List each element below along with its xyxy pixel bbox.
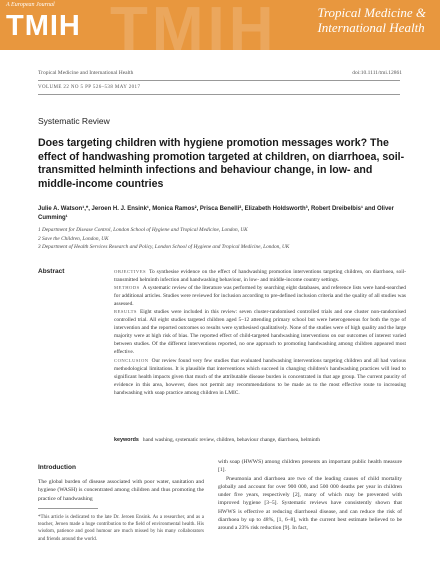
banner-tagline: A European Journal [6,2,55,8]
intro-right-column [218,458,402,533]
objectives-text: To synthesise evidence on the effect of handwashing promotion interventions targeting children, on diarrhoea, soil-transmitted helminth infection and handwashing behaviour, in low- and middle-income country settings. [114,269,406,284]
results-text: Eight studies were included in this review: seven cluster-randomised controlled trials and one cluster non-randomised controlled trial. All eight studies targeted children aged 5–12 attending primary school but were heterogeneous for both the type of intervention and the reported outcomes so results were synthesised qualitatively. None of the studies were of high quality and the large majority were at high risk of bias. The reported effect of child-targeted handwashing interventions on our outcomes of interest varied between studies. Of the different interventions reported, no one approach to promoting handwashing among children appeared most effective. [114,309,406,356]
journal-banner [0,0,440,50]
author-list: Julie A. Watson¹,*, Jeroen H. J. Ensink¹, Monica Ramos², Prisca Benelli², Elizabeth Holdsworth³, Robert Dreibelbis¹ and Oliver Cumming¹ [38,206,394,221]
abstract-heading: Abstract [38,268,65,275]
journal-logo: TMIH [6,10,81,42]
article-title: Does targeting children with hygiene promotion messages work? The effect of handwashing promotion targeted at children, on diarrhoea, soil-transmitted helminth infections and behaviour change, in low- and middle-income countries [38,137,405,190]
results-label: RESULTS [114,309,137,315]
intro-left-column: The global burden of disease associated with poor water, sanitation and hygiene (WASH) is concentrated among children and thus promoting the practice of handwashing [38,479,204,502]
abstract-methods [114,284,406,308]
footnote-divider [38,508,98,509]
dedication-footnote: *This article is dedicated to the late Dr. Jeroen Ensink. As a researcher, and as a teacher, Jeroen made a huge contribution to the field of environmental health. His wisdom, patience and good humour are much missed by his many collaborators and friends around the world. [38,515,204,542]
intro-paragraph-1: with soap (HWWS) among children presents an important public health measure [1]. [218,459,402,474]
conclusion-label: CONCLUSION [114,357,149,363]
abstract-conclusion [114,357,406,397]
running-journal-title: Tropical Medicine and International Health [38,70,134,76]
header-divider-2 [38,94,400,95]
affiliation-1: 1 Department for Disease Control, London School of Hygiene and Tropical Medicine, London, UK [38,227,248,233]
volume-info: VOLUME 22 NO 5 PP 526–538 MAY 2017 [38,85,141,90]
journal-name-line1: Tropical Medicine & [317,5,426,20]
intro-paragraph-2: Pneumonia and diarrhoea are two of the leading causes of child mortality globally and account for over 900 000, and 500 000 deaths per year in children under five years, respectively [2], many of which may be prevented with improved hygiene [3–5]. Systematic reviews have consistently shown that HWWS is effective at reducing diarrhoeal disease, and can reduce the risk of diarrhoea by up to 48%, [1, 6–8], with the current best estimate believed to be around a 23% risk reduction [9]. In fact, [218,475,402,532]
conclusion-text: Our review found very few studies that evaluated handwashing interventions targeting children and all had various methodological limitations. It is plausible that interventions which succeed in changing children's handwashing practices will lead to significant health impacts given that much of the attributable disease burden is concentrated in that age group. The current paucity of evidence in this area, however, does not permit any recommendations to be made as to the most effective route to increasing handwashing with soap practice among children in LMIC. [114,357,406,396]
keywords-text: hand washing, systematic review, children, behaviour change, diarrhoea, helminth [142,437,320,443]
banner-watermark: TMIH [110,0,278,50]
abstract-body [114,268,406,397]
header-divider [38,80,400,81]
journal-name-line2: International Health [317,20,425,35]
keywords [114,437,406,443]
introduction-heading: Introduction [38,464,76,471]
doi[interactable]: doi:10.1111/tmi.12861 [352,70,402,76]
affiliations [38,226,408,252]
objectives-label: OBJECTIVES [114,269,147,274]
methods-label: METHODS [114,285,140,291]
keywords-label: keywords [114,437,139,443]
affiliation-3: 3 Department of Health Services Research and Policy, London School of Hygiene and Tropical Medicine, London, UK [38,244,290,251]
affiliation-2: 2 Save the Children, London, UK [38,235,109,242]
abstract-results [114,308,406,356]
abstract-objectives [114,268,406,284]
section-label: Systematic Review [38,116,110,126]
methods-text: A systematic review of the literature was performed by searching eight databases, and reference lists were hand-searched for additional articles. Studies were reviewed for inclusion according to pre-defined inclusion criteria and the quality of all studies was assessed. [114,285,406,308]
journal-name [317,5,426,35]
